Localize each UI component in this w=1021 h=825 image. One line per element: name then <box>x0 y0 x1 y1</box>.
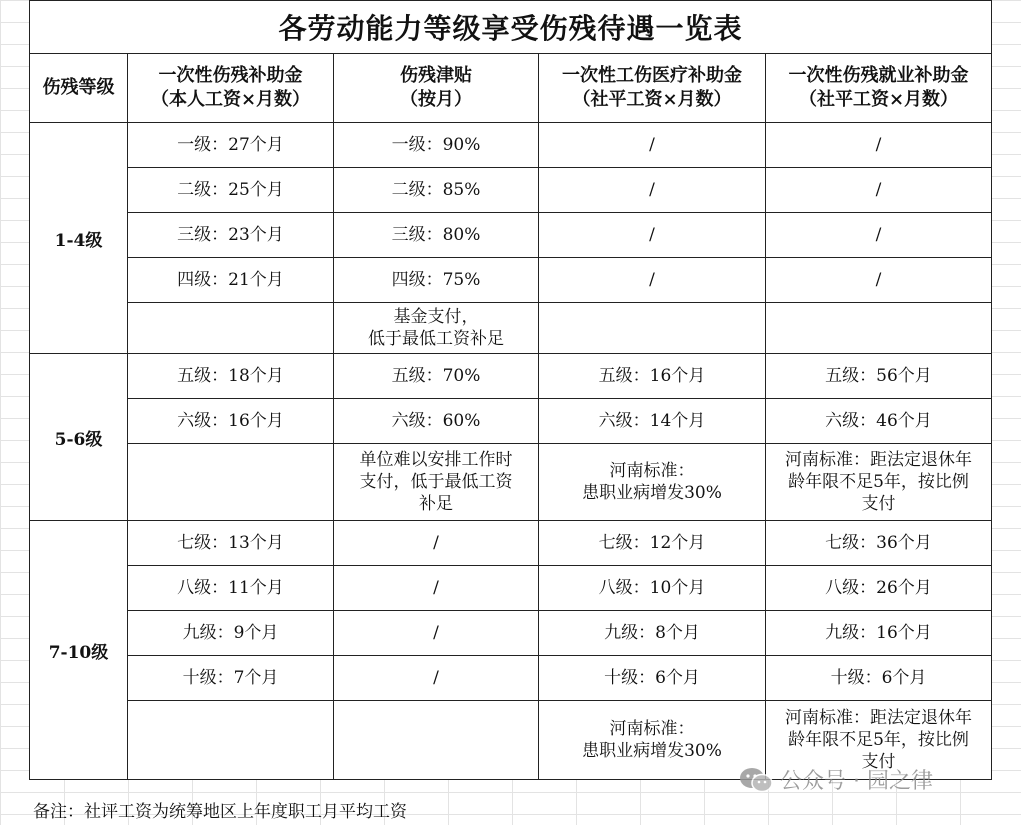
note-emp <box>766 303 992 354</box>
cell-med: 五级：16个月 <box>539 354 766 399</box>
cell-lump: 九级：9个月 <box>128 611 334 656</box>
cell-allow: 六级：60% <box>334 399 539 444</box>
cell-med: 七级：12个月 <box>539 521 766 566</box>
cell-med: / <box>539 258 766 303</box>
cell-allow: / <box>334 566 539 611</box>
watermark-text: 公众号 · 园之律 <box>780 769 933 794</box>
cell-emp: 九级：16个月 <box>766 611 992 656</box>
note-emp: 河南标准：距法定退休年 龄年限不足5年，按比例 支付 <box>766 444 992 521</box>
table-title: 各劳动能力等级享受伤残待遇一览表 <box>30 1 992 54</box>
cell-lump: 六级：16个月 <box>128 399 334 444</box>
note-allow <box>334 701 539 780</box>
cell-allow: 三级：80% <box>334 213 539 258</box>
table-row <box>30 258 992 303</box>
cell-allow: / <box>334 521 539 566</box>
cell-allow: 二级：85% <box>334 168 539 213</box>
table-row <box>30 566 992 611</box>
cell-med: 八级：10个月 <box>539 566 766 611</box>
note-lump <box>128 444 334 521</box>
note-emp: 河南标准：距法定退休年 龄年限不足5年，按比例 支付 <box>766 701 992 780</box>
table-row <box>30 354 992 399</box>
table-row <box>30 656 992 701</box>
cell-med: 九级：8个月 <box>539 611 766 656</box>
cell-allow: / <box>334 611 539 656</box>
cell-emp: / <box>766 168 992 213</box>
watermark <box>738 764 933 795</box>
cell-emp: 八级：26个月 <box>766 566 992 611</box>
wechat-icon <box>738 766 774 794</box>
cell-allow: 一级：90% <box>334 123 539 168</box>
group-label: 5-6级 <box>30 354 128 521</box>
cell-emp: / <box>766 213 992 258</box>
header-employment: 一次性伤残就业补助金 （社平工资×月数） <box>766 54 992 123</box>
note-allow: 单位难以安排工作时 支付，低于最低工资 补足 <box>334 444 539 521</box>
cell-med: / <box>539 168 766 213</box>
cell-med: / <box>539 213 766 258</box>
cell-emp: 十级：6个月 <box>766 656 992 701</box>
cell-lump: 十级：7个月 <box>128 656 334 701</box>
cell-allow: / <box>334 656 539 701</box>
cell-lump: 七级：13个月 <box>128 521 334 566</box>
table-row <box>30 168 992 213</box>
cell-emp: 七级：36个月 <box>766 521 992 566</box>
cell-lump: 一级：27个月 <box>128 123 334 168</box>
header-medical: 一次性工伤医疗补助金 （社平工资×月数） <box>539 54 766 123</box>
cell-lump: 三级：23个月 <box>128 213 334 258</box>
note-lump <box>128 701 334 780</box>
cell-allow: 四级：75% <box>334 258 539 303</box>
table-row <box>30 521 992 566</box>
note-allow: 基金支付， 低于最低工资补足 <box>334 303 539 354</box>
group-label: 7-10级 <box>30 521 128 780</box>
cell-allow: 五级：70% <box>334 354 539 399</box>
cell-lump: 二级：25个月 <box>128 168 334 213</box>
cell-emp: 六级：46个月 <box>766 399 992 444</box>
disability-benefits-table <box>29 0 992 780</box>
cell-med: 十级：6个月 <box>539 656 766 701</box>
table-row <box>30 399 992 444</box>
cell-emp: / <box>766 258 992 303</box>
cell-med: 六级：14个月 <box>539 399 766 444</box>
table-row-note <box>30 303 992 354</box>
note-med: 河南标准： 患职业病增发30% <box>539 701 766 780</box>
cell-emp: / <box>766 123 992 168</box>
cell-med: / <box>539 123 766 168</box>
note-med <box>539 303 766 354</box>
header-level: 伤残等级 <box>30 54 128 123</box>
table-row <box>30 611 992 656</box>
cell-lump: 五级：18个月 <box>128 354 334 399</box>
note-lump <box>128 303 334 354</box>
cell-lump: 八级：11个月 <box>128 566 334 611</box>
footnote: 备注：社评工资为统筹地区上年度职工月平均工资 <box>33 802 407 822</box>
cell-emp: 五级：56个月 <box>766 354 992 399</box>
note-med: 河南标准： 患职业病增发30% <box>539 444 766 521</box>
group-label: 1-4级 <box>30 123 128 354</box>
header-lump-sum: 一次性伤残补助金 （本人工资×月数） <box>128 54 334 123</box>
header-allowance: 伤残津贴 （按月） <box>334 54 539 123</box>
table-row-note <box>30 444 992 521</box>
table-row <box>30 123 992 168</box>
cell-lump: 四级：21个月 <box>128 258 334 303</box>
table-row <box>30 213 992 258</box>
